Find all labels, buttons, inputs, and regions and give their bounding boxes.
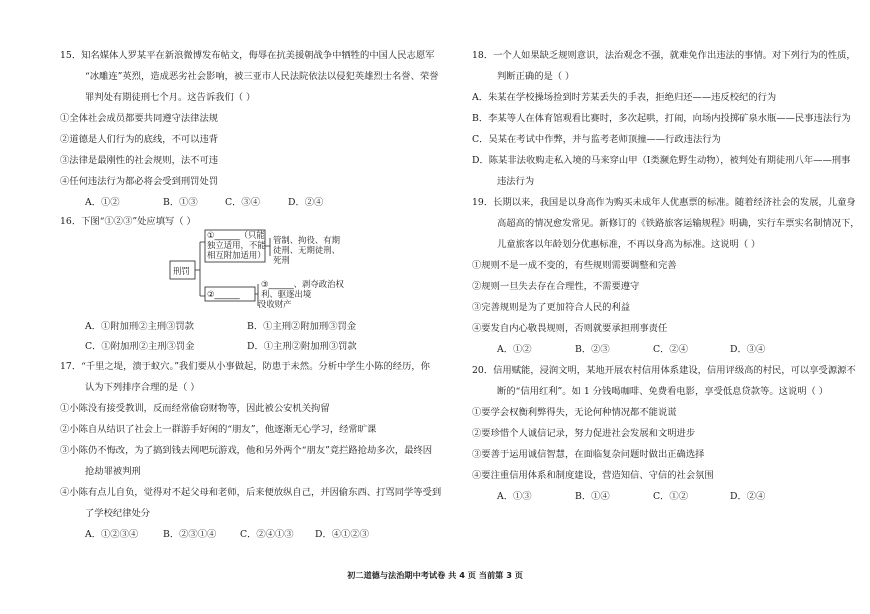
option-b[interactable]: B．②③①④	[163, 529, 217, 540]
diagram-lower-label: ②______	[207, 289, 240, 299]
option-a[interactable]: A．①③	[497, 491, 532, 502]
question-stem: 罪判处有期徒刑七个月。这告诉我们（ ）	[85, 92, 256, 103]
diagram-lower-item: 利、驱逐出境	[261, 289, 312, 299]
diagram-lower-connector	[255, 284, 258, 306]
diagram-upper-item: 徒刑、无期徒刑、	[273, 245, 340, 255]
diagram-upper-line: 相互附加适用）	[207, 250, 266, 260]
choice-statement: ②规则一旦失去存在合理性，不需要遵守	[472, 281, 640, 292]
option-d[interactable]: D．①主刑②附加刑③罚款	[247, 341, 357, 352]
option-c[interactable]: C．②④	[653, 344, 689, 355]
question-stem: 20．信用赋能，浸润文明，某地开展农村信用体系建设，信用评级高的村民，可以享受源源不	[472, 365, 856, 376]
option-c[interactable]: C．③④	[225, 197, 261, 208]
choice-statement: ④小陈有点儿自负，觉得对不起父母和老师，后来便放纵自己，并因偷东西、打骂同学等受到	[60, 487, 442, 498]
diagram-lower-item: ③______、剥夺政治权	[261, 279, 344, 289]
question-stem: 17．“千里之堤，溃于蚁穴。”我们要从小事做起，防患于未然。分析中学生小陈的经历，你	[60, 361, 430, 372]
choice-statement: ③完善规则是为了更加符合人民的利益	[472, 302, 631, 313]
page-footer: 初二道德与法治期中考试卷 共 4 页 当前第 3 页	[347, 570, 523, 580]
option-c[interactable]: C．②④①③	[240, 529, 294, 540]
option-d[interactable]: D．陈某非法收购走私入境的马来穿山甲（I类濒危野生动物），被判处有期徒刑八年——刑事	[472, 155, 851, 166]
question-stem: 18．一个人如果缺乏规则意识，法治观念不强，就难免作出违法的事情。对下列行为的性质，	[472, 50, 856, 61]
question-stem: 15．知名媒体人罗某平在新浪微博发布帖文，侮辱在抗美援朝战争中牺牲的中国人民志愿军	[60, 50, 435, 61]
choice-statement: ②道德是人们行为的底线，不可以违背	[60, 134, 219, 145]
question-stem: “冰雕连”英烈，造成恶劣社会影响，被三亚市人民法院依法以侵犯英雄烈士名誉、荣誉	[85, 71, 439, 82]
choice-statement: ①要学会权衡利弊得失，无论何种情况都不能说谎	[472, 407, 677, 418]
choice-statement: 了学校纪律处分	[85, 508, 151, 519]
diagram-brace	[195, 242, 205, 296]
question-stem: 判断正确的是（ ）	[497, 71, 575, 82]
choice-statement: ③法律是最刚性的社会规则，法不可违	[60, 155, 219, 166]
diagram-upper-box	[205, 230, 265, 262]
question-stem: 认为下列排序合理的是（ ）	[85, 382, 200, 393]
option-b[interactable]: B．②③	[575, 344, 610, 355]
option-b[interactable]: B．①主刑②附加刑③罚金	[247, 321, 357, 332]
option-d[interactable]: D．②④	[730, 491, 766, 502]
option-a[interactable]: A．①②③④	[85, 529, 139, 540]
diagram-root-label: 刑罚	[173, 266, 190, 276]
choice-statement: ④任何违法行为都必将会受到刑罚处罚	[60, 176, 219, 187]
choice-statement: 抢劫罪被判刑	[85, 466, 141, 477]
option-d-continued: 违法行为	[497, 176, 535, 187]
choice-statement: ③要善于运用诚信智慧，在面临复杂问题时做出正确选择	[472, 449, 705, 460]
option-c[interactable]: C．①②	[653, 491, 689, 502]
option-b[interactable]: B．①③	[163, 197, 198, 208]
question-stem: 16．下图“①②③”处应填写（ ）	[60, 216, 196, 227]
option-a[interactable]: A．①②	[85, 197, 120, 208]
diagram-upper-item: 管制、拘役、有期	[273, 235, 340, 245]
choice-statement: ④要注重信用体系和制度建设，营造知信、守信的社会氛围	[472, 470, 714, 481]
option-d[interactable]: D．②④	[288, 197, 324, 208]
option-b[interactable]: B．李某等人在体育馆观看比赛时，多次起哄，打闹，向场内投掷矿泉水瓶——民事违法行为	[472, 113, 851, 124]
question-stem: 断的“信用红利”。如 1 分钱喝咖啡、免费看电影，享受低息贷款等。这说明（ ）	[497, 386, 829, 397]
choice-statement: ①小陈没有接受教训，反而经常偷窃财物等，因此被公安机关拘留	[60, 403, 330, 414]
diagram-root-box	[170, 261, 195, 279]
option-c[interactable]: C．①附加刑②主刑③罚金	[85, 341, 195, 352]
diagram-upper-line: ①______（只能	[207, 230, 265, 240]
question-stem: 高超高的情况愈发常见。新修订的《铁路旅客运输规程》明确，实行车票实名制情况下，	[497, 218, 860, 229]
option-c[interactable]: C．吴某在考试中作弊，并与监考老师顶撞——行政违法行为	[472, 134, 721, 145]
choice-statement: ①规则不是一成不变的，有些规则需要调整和完善	[472, 260, 677, 271]
choice-statement: ②小陈自从结识了社会上一群游手好闲的“朋友”，他逐渐无心学习，经常旷课	[60, 424, 377, 435]
diagram-upper-connector	[265, 238, 270, 256]
diagram-upper-line: 独立适用，不能	[207, 240, 266, 250]
option-a[interactable]: A．①附加刑②主刑③罚款	[85, 321, 194, 332]
diagram-upper-item: 死刑	[273, 255, 290, 265]
choice-statement: ②要珍惜个人诚信记录，努力促进社会发展和文明进步	[472, 428, 696, 439]
option-a[interactable]: A．朱某在学校操场捡到时芳某丢失的手表，拒绝归还——违反校纪的行为	[472, 92, 777, 103]
question-stem: 儿童旅客以年龄划分优惠标准，不再以身高为标准。这说明（ ）	[497, 239, 761, 250]
question-stem: 19．长期以来，我国是以身高作为购买未成年人优惠票的标准。随着经济社会的发展，儿童身	[472, 197, 856, 208]
option-d[interactable]: D．③④	[730, 344, 766, 355]
choice-statement: ④要发自内心敬畏规则，否则就要承担刑事责任	[472, 323, 668, 334]
choice-statement: ①全体社会成员都要共同遵守法律法规	[60, 113, 219, 124]
option-b[interactable]: B．①④	[575, 491, 610, 502]
diagram-lower-box	[205, 287, 255, 301]
choice-statement: ③小陈仍不悔改，为了搞到钱去网吧玩游戏，他和另外两个“朋友”竟拦路抢劫多次，最终因	[60, 445, 433, 456]
option-d[interactable]: D．④①②③	[315, 529, 369, 540]
diagram-lower-item: 没收财产	[258, 299, 292, 309]
option-a[interactable]: A．①②	[497, 344, 532, 355]
